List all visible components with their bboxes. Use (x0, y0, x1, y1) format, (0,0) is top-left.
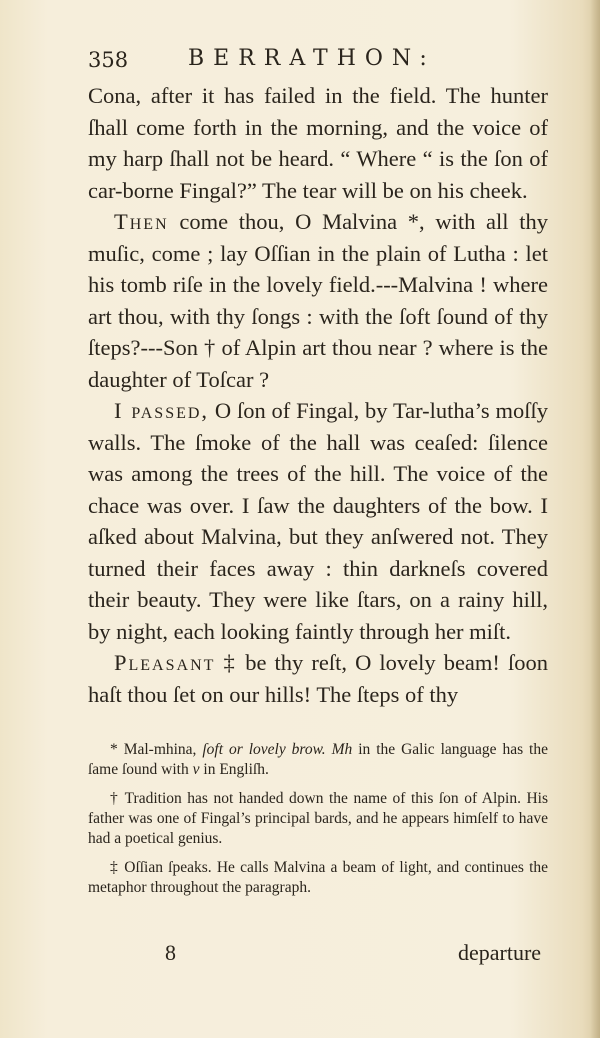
paragraph-3 (88, 395, 548, 647)
footnote-2: † Tradition has not handed down the name of this ſon of Alpin. His father was one of Fingal’s principal bards, and he appears himſelf to have had a poetical genius. (88, 790, 548, 847)
page-header (88, 44, 548, 78)
signature-mark: 8 (165, 940, 176, 965)
paragraph-1: Cona, after it has failed in the field. The hunter ſhall come forth in the morning, and the voice of my harp ſhall not be heard. “ Where “ is the ſon of car-borne Fingal?” The tear will be on his cheek. (88, 83, 548, 203)
paragraph-4-lead: Pleasant (114, 650, 216, 675)
paragraph-2-text: come thou, O Malvina *, with all thy muſic, come ; lay Oſſian in the plain of Lutha : let his tomb riſe in the lovely field.---Malvina ! where art thou, with thy ſongs : with the ſoft ſound of thy ſteps?---Son † of Alpin art thou near ? where is the daughter of Toſcar ? (88, 209, 548, 392)
footnote-3: ‡ Oſſian ſpeaks. He calls Malvina a beam of light, and continues the metaphor throughout the paragraph. (88, 859, 548, 896)
page-number: 358 (88, 48, 129, 72)
running-head: BERRATHON: (188, 46, 436, 71)
paragraph-4-text: ‡ be thy reſt, O lovely beam! ſoon haſt thou ſet on our hills! The ſteps of thy (88, 650, 548, 707)
paragraph-3-lead: I passed, (114, 398, 210, 423)
footnote-1-italic: ſoft or lovely brow. Mh (202, 741, 353, 758)
footnote-1-mid: in the Galic language has the ſame ſound with (88, 741, 548, 778)
page-edge-shadow (590, 0, 600, 1038)
footnote-1-pre: * Mal-mhina, (110, 741, 203, 758)
paragraph-3-text: O ſon of Fingal, by Tar-lutha’s moſſy walls. The ſmoke of the hall was ceaſed: ſilence was among the trees of the hill. The voice of the chace was over. I ſaw the daughters of the bow. I aſked about Malvina, but they anſwered not. They turned their faces away : thin darkneſs covered their beauty. They were like ſtars, on a rainy hill, by night, each looking faintly through her miſt. (88, 398, 548, 644)
paragraph-2-lead: Then (114, 209, 169, 234)
footnote-1-post: in Engliſh. (199, 761, 269, 778)
footnotes (88, 740, 548, 907)
paragraph-4 (88, 647, 548, 710)
footnote-1-italic-2: v (192, 761, 200, 778)
catchword: departure (458, 940, 542, 965)
body-text (88, 80, 548, 710)
footnote-1 (88, 740, 548, 780)
paragraph-2 (88, 206, 548, 395)
